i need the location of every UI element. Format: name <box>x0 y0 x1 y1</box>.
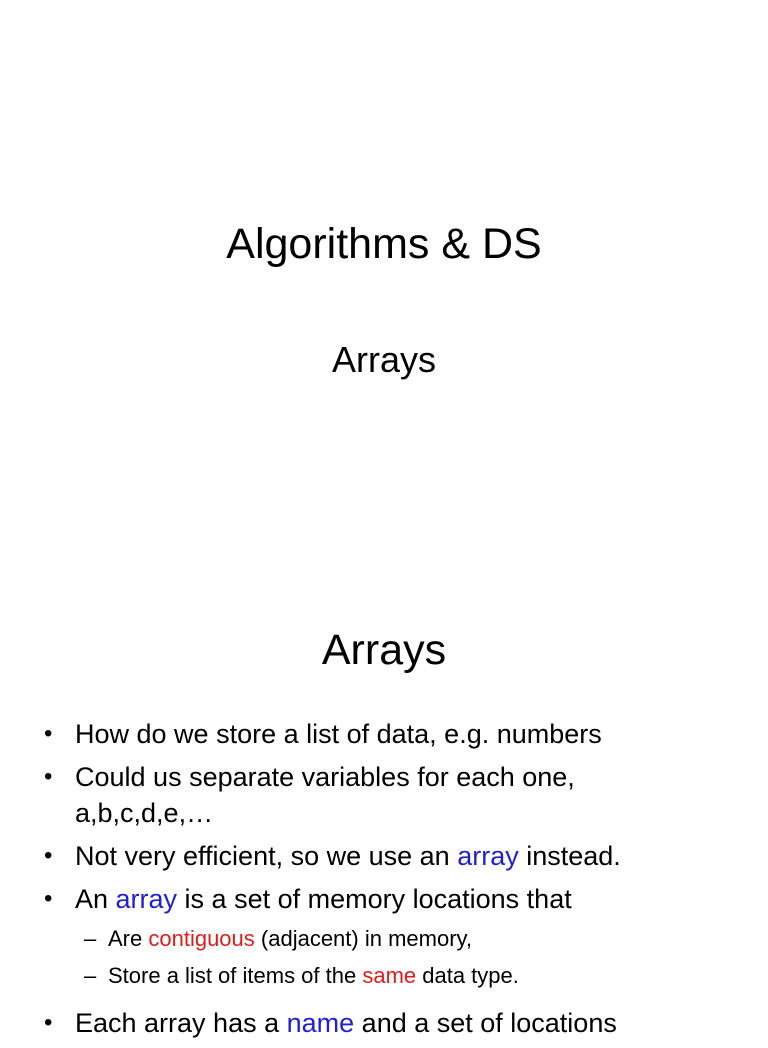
bullet-item <box>0 881 768 917</box>
bullet-dot-icon: • <box>44 885 53 912</box>
bullet-dot-icon: • <box>44 842 53 869</box>
slide-arrays-heading: Arrays <box>321 626 447 674</box>
sub-bullet-item <box>0 924 768 954</box>
dash-icon: – <box>84 963 97 988</box>
bullet-item <box>0 759 768 831</box>
bullet-text-continued: a,b,c,d,e,… <box>75 798 214 828</box>
bullet-text: Not very efficient, so we use an <box>75 841 458 871</box>
bullet-text: How do we store a list of data, e.g. numbers <box>75 719 602 749</box>
sub-bullet-text: data type. <box>416 963 519 988</box>
keyword-contiguous: contiguous <box>148 926 255 951</box>
sub-bullet-item <box>0 961 768 991</box>
slide-subtitle: Arrays <box>331 339 436 380</box>
keyword-name: name <box>286 1008 355 1038</box>
keyword-same: same <box>362 963 417 988</box>
bullet-text: Could us separate variables for each one, <box>75 762 575 792</box>
sub-bullet-text: (adjacent) in memory, <box>254 926 472 951</box>
bullet-item <box>0 838 768 874</box>
bullet-text: Each array has a <box>75 1008 287 1038</box>
bullet-item <box>0 1005 768 1041</box>
keyword-array: array <box>115 884 178 914</box>
bullet-list <box>0 716 768 1048</box>
bullet-dot-icon: • <box>44 763 53 790</box>
bullet-dot-icon: • <box>44 1009 53 1036</box>
bullet-text: instead. <box>518 841 621 871</box>
keyword-array: array <box>457 841 519 871</box>
dash-icon: – <box>84 926 97 951</box>
bullet-text: is a set of memory locations that <box>177 884 572 914</box>
bullet-dot-icon: • <box>44 720 53 747</box>
bullet-item <box>0 716 768 752</box>
sub-bullet-text: Are <box>108 926 149 951</box>
bullet-text: An <box>75 884 116 914</box>
bullet-text: and a set of locations <box>354 1008 617 1038</box>
slide-arrays <box>0 576 768 1038</box>
slide-title-heading: Algorithms & DS <box>226 220 542 268</box>
sub-bullet-text: Store a list of items of the <box>108 963 363 988</box>
